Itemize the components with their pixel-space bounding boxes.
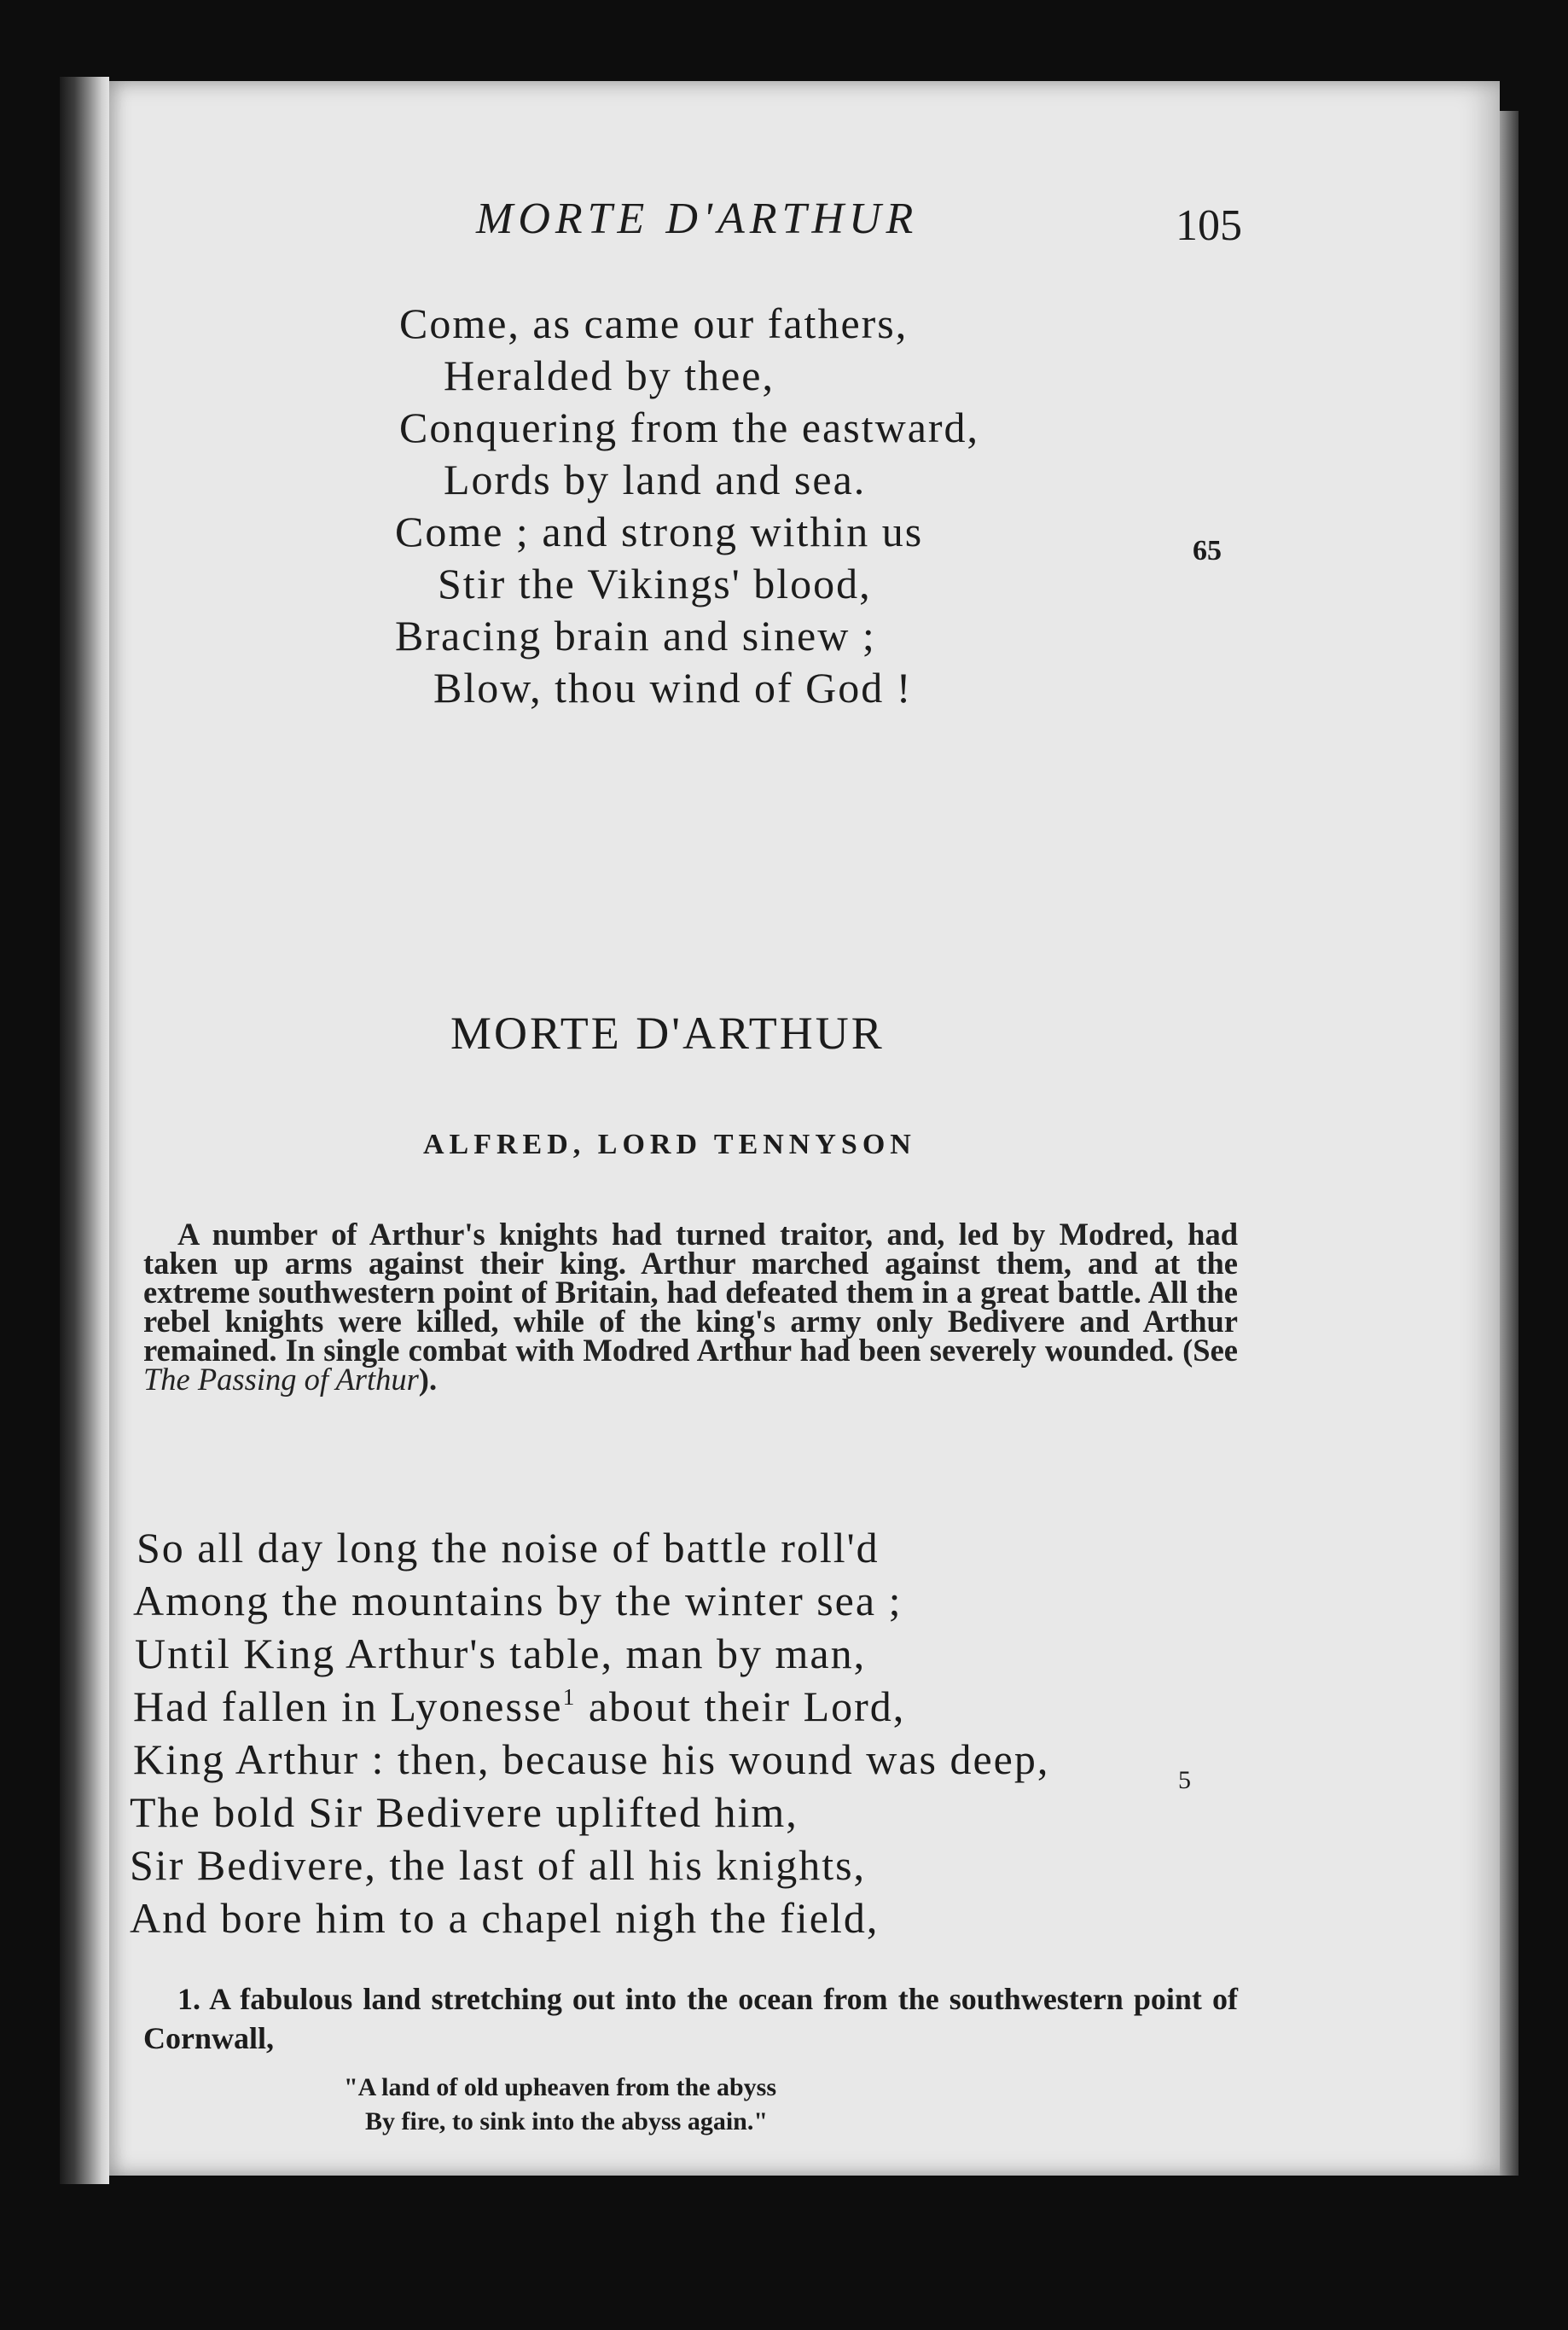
footnote-quote-line: "A land of old upheaven from the abyss: [344, 2073, 777, 2101]
poem-line: Among the mountains by the winter sea ;: [133, 1577, 903, 1624]
intro-text: A number of Arthur's knights had turned traitor, and, led by Modred, had taken up arms against their king. Arthur marched against them, and at the extreme southwestern point of Britain, had defeated them in a great battle. All the rebel knights were killed, while of the king's army only Bedivere and Arthur remained. In single combat with Modred Arthur had been severely wounded. (See: [143, 1217, 1238, 1368]
poem-line: Come ; and strong within us: [395, 508, 924, 555]
page-number: 105: [1176, 201, 1242, 250]
line-number: 5: [1178, 1766, 1191, 1794]
intro-close: ).: [418, 1362, 438, 1397]
poem-title: MORTE D'ARTHUR: [450, 1008, 885, 1059]
poem-line-text: Had fallen in Lyonesse: [133, 1682, 563, 1730]
footnote-marker: 1: [562, 1682, 577, 1710]
poem-line: Bracing brain and sinew ;: [395, 612, 876, 659]
poem-line: Sir Bedivere, the last of all his knights,: [130, 1841, 867, 1889]
footnote-quote-line: By fire, to sink into the abyss again.": [365, 2107, 769, 2135]
poem-line: Stir the Vikings' blood,: [438, 560, 872, 607]
book-spine-shadow: [60, 77, 109, 2184]
intro-reference: The Passing of Arthur: [143, 1362, 419, 1397]
book-page: [109, 81, 1500, 2176]
page-edge-shadow: [1500, 111, 1519, 2176]
poem-line: Heralded by thee,: [444, 352, 775, 399]
poem-line-text: about their Lord,: [576, 1682, 906, 1730]
poem-line: Until King Arthur's table, man by man,: [135, 1630, 867, 1677]
line-number: 65: [1193, 535, 1222, 567]
running-head: MORTE D'ARTHUR: [476, 195, 919, 243]
poem-line: And bore him to a chapel nigh the field,: [130, 1894, 880, 1942]
footnote: 1. A fabulous land stretching out into the ocean from the southwestern point of Cornwall,: [143, 1982, 1238, 2055]
poem-line: Conquering from the eastward,: [399, 404, 980, 451]
poem-line: Come, as came our fathers,: [399, 299, 909, 347]
poem-line: So all day long the noise of battle roll'd: [136, 1524, 880, 1572]
poem-author: ALFRED, LORD TENNYSON: [423, 1129, 916, 1160]
poem-line: [133, 1682, 905, 1731]
poem-line: The bold Sir Bedivere uplifted him,: [130, 1788, 799, 1836]
introductory-note: [143, 1217, 1238, 1397]
poem-line: Lords by land and sea.: [444, 456, 867, 503]
poem-line: King Arthur : then, because his wound was deep,: [133, 1735, 1050, 1783]
poem-line: Blow, thou wind of God !: [433, 664, 913, 712]
